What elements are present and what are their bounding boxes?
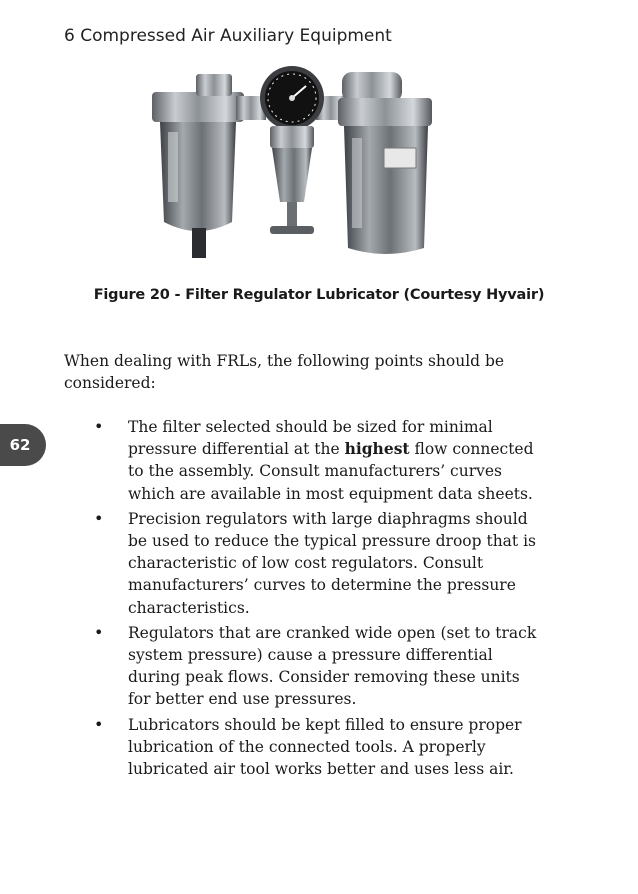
filter-regulator-lubricator-illustration (146, 62, 438, 282)
filter-unit (152, 74, 244, 258)
list-item: • Regulators that are cranked wide open (set to track system pressure) cause a pressure differential during peak flows. Consider removing these units for better end use pressures. (64, 622, 544, 711)
regulator-unit (260, 66, 324, 234)
page-number: 62 (9, 436, 31, 454)
intro-paragraph: When dealing with FRLs, the following points should be considered: (64, 352, 505, 392)
list-item: • Precision regulators with large diaphragms should be used to reduce the typical pressure droop that is characteristic of low cost regulators. Consult manufacturers’ curves to determine the pressure characteristics. (64, 508, 544, 619)
lubricator-unit (338, 72, 432, 254)
emphasis-word: highest (344, 439, 410, 459)
page-number-tab (0, 424, 46, 466)
running-header: 6 Compressed Air Auxiliary Equipment (64, 26, 392, 46)
considerations-list (64, 416, 544, 783)
list-item: • The filter selected should be sized for minimal pressure differential at the highest flow connected to the assembly. Consult manufacturers’ curves which are available in most equipment data sheets. (64, 416, 544, 505)
list-item: • Lubricators should be kept filled to ensure proper lubrication of the connected tools. A properly lubricated air tool works better and uses less air. (64, 714, 544, 781)
figure-caption: Figure 20 - Filter Regulator Lubricator (Courtesy Hyvair) (93, 287, 545, 303)
frl-photo (146, 62, 438, 282)
